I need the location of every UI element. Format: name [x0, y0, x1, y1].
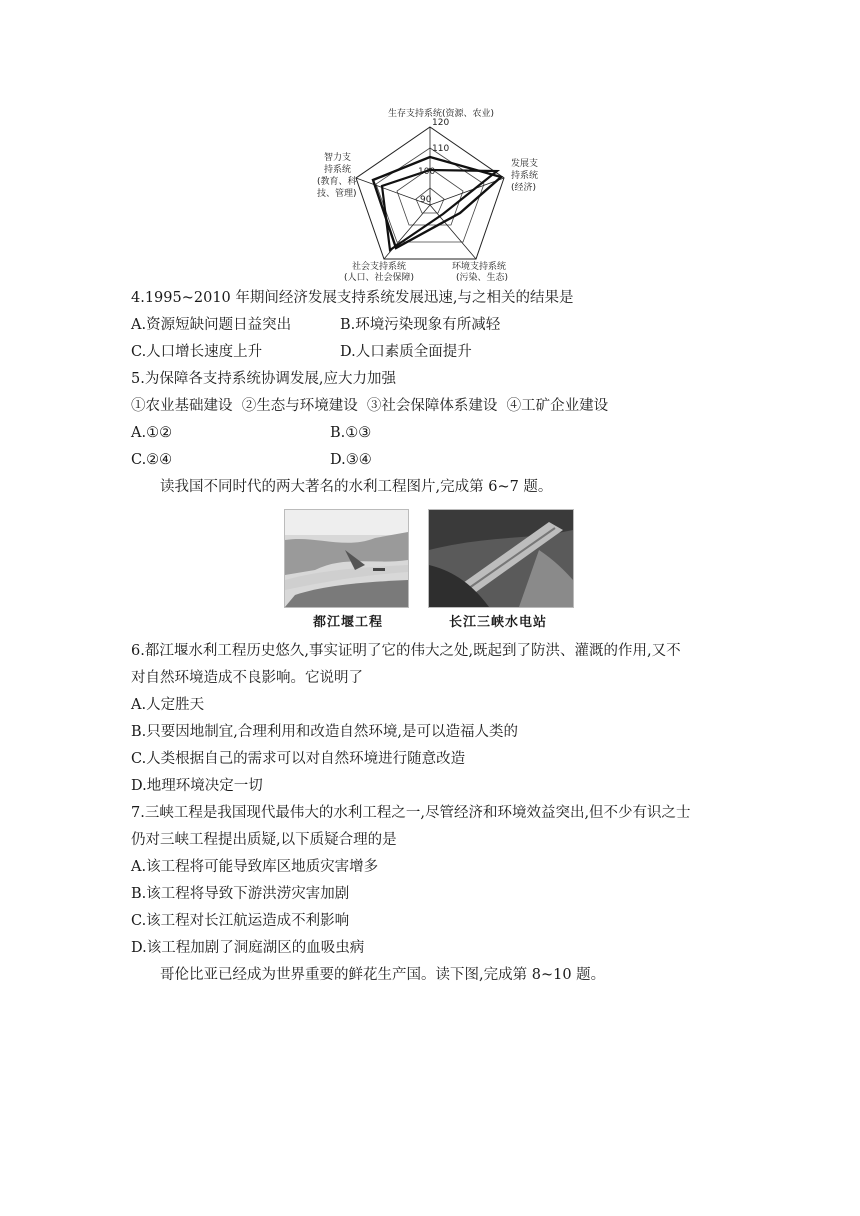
radar-label-bottom-left-1: 社会支持系统 — [352, 262, 407, 272]
q6-option-a: A.人定胜天 — [131, 697, 205, 713]
q6-stem-line2: 对自然环境造成不良影响。它说明了 — [131, 670, 363, 686]
q4-option-d: D.人口素质全面提升 — [340, 344, 472, 360]
three-gorges-photo — [428, 509, 574, 608]
radar-label-left-4: 技、管理) — [317, 189, 357, 199]
dujiangyan-caption: 都江堰工程 — [313, 615, 384, 630]
q6-option-d: D.地理环境决定一切 — [131, 778, 263, 794]
radar-label-bottom-right-2: (污染、生态) — [456, 273, 509, 283]
radar-chart — [300, 100, 560, 285]
radar-label-bottom-left-2: (人口、社会保障) — [344, 273, 415, 283]
intro-8-10: 哥伦比亚已经成为世界重要的鲜花生产国。读下图,完成第 8~10 题。 — [160, 967, 606, 983]
q7-stem-line1: 7.三峡工程是我国现代最伟大的水利工程之一,尽管经济和环境效益突出,但不少有识之士 — [131, 805, 691, 821]
q5-stem: 5.为保障各支持系统协调发展,应大力加强 — [131, 371, 396, 387]
radar-label-left-1: 智力支 — [324, 153, 352, 163]
q7-option-d: D.该工程加剧了洞庭湖区的血吸虫病 — [131, 940, 365, 956]
radar-tick-120: 120 — [432, 118, 450, 128]
q7-option-a: A.该工程将可能导致库区地质灾害增多 — [131, 859, 379, 875]
radar-label-right-3: (经济) — [511, 183, 537, 193]
radar-label-left-2: 持系统 — [324, 165, 352, 175]
radar-spoke-right — [430, 178, 504, 205]
q7-stem-line2: 仍对三峡工程提出质疑,以下质疑合理的是 — [131, 832, 397, 848]
intro-6-7: 读我国不同时代的两大著名的水利工程图片,完成第 6~7 题。 — [160, 479, 553, 495]
q7-option-b: B.该工程将导致下游洪涝灾害加剧 — [131, 886, 350, 902]
q4-option-b: B.环境污染现象有所减轻 — [340, 317, 501, 333]
radar-tick-90: 90 — [420, 195, 432, 205]
q6-option-c: C.人类根据自己的需求可以对自然环境进行随意改造 — [131, 751, 466, 767]
radar-label-right-2: 持系统 — [511, 171, 539, 181]
radar-tick-110: 110 — [432, 144, 450, 154]
dujiangyan-photo — [284, 509, 409, 608]
q6-stem-line1: 6.都江堰水利工程历史悠久,事实证明了它的伟大之处,既起到了防洪、灌溉的作用,又不 — [131, 643, 681, 659]
radar-label-bottom-right-1: 环境支持系统 — [452, 262, 507, 272]
q4-stem: 4.1995~2010 年期间经济发展支持系统发展迅速,与之相关的结果是 — [131, 290, 574, 306]
q5-option-a: A.①② — [131, 425, 173, 441]
q5-items: ①农业基础建设 ②生态与环境建设 ③社会保障体系建设 ④工矿企业建设 — [131, 398, 609, 414]
q5-option-d: D.③④ — [330, 452, 372, 468]
radar-tick-100: 100 — [418, 167, 436, 177]
three-gorges-caption: 长江三峡水电站 — [449, 615, 548, 630]
q5-option-c: C.②④ — [131, 452, 173, 468]
radar-label-top: 生存支持系统(资源、农业) — [388, 109, 495, 119]
q5-option-b: B.①③ — [330, 425, 372, 441]
q4-option-c: C.人口增长速度上升 — [131, 344, 263, 360]
q6-option-b: B.只要因地制宜,合理利用和改造自然环境,是可以造福人类的 — [131, 724, 518, 740]
radar-label-left-3: (教育、科 — [317, 177, 357, 187]
radar-spoke-bottom-right — [430, 205, 476, 259]
q4-option-a: A.资源短缺问题日益突出 — [131, 317, 292, 333]
radar-label-right-1: 发展支 — [511, 159, 539, 169]
q7-option-c: C.该工程对长江航运造成不利影响 — [131, 913, 350, 929]
